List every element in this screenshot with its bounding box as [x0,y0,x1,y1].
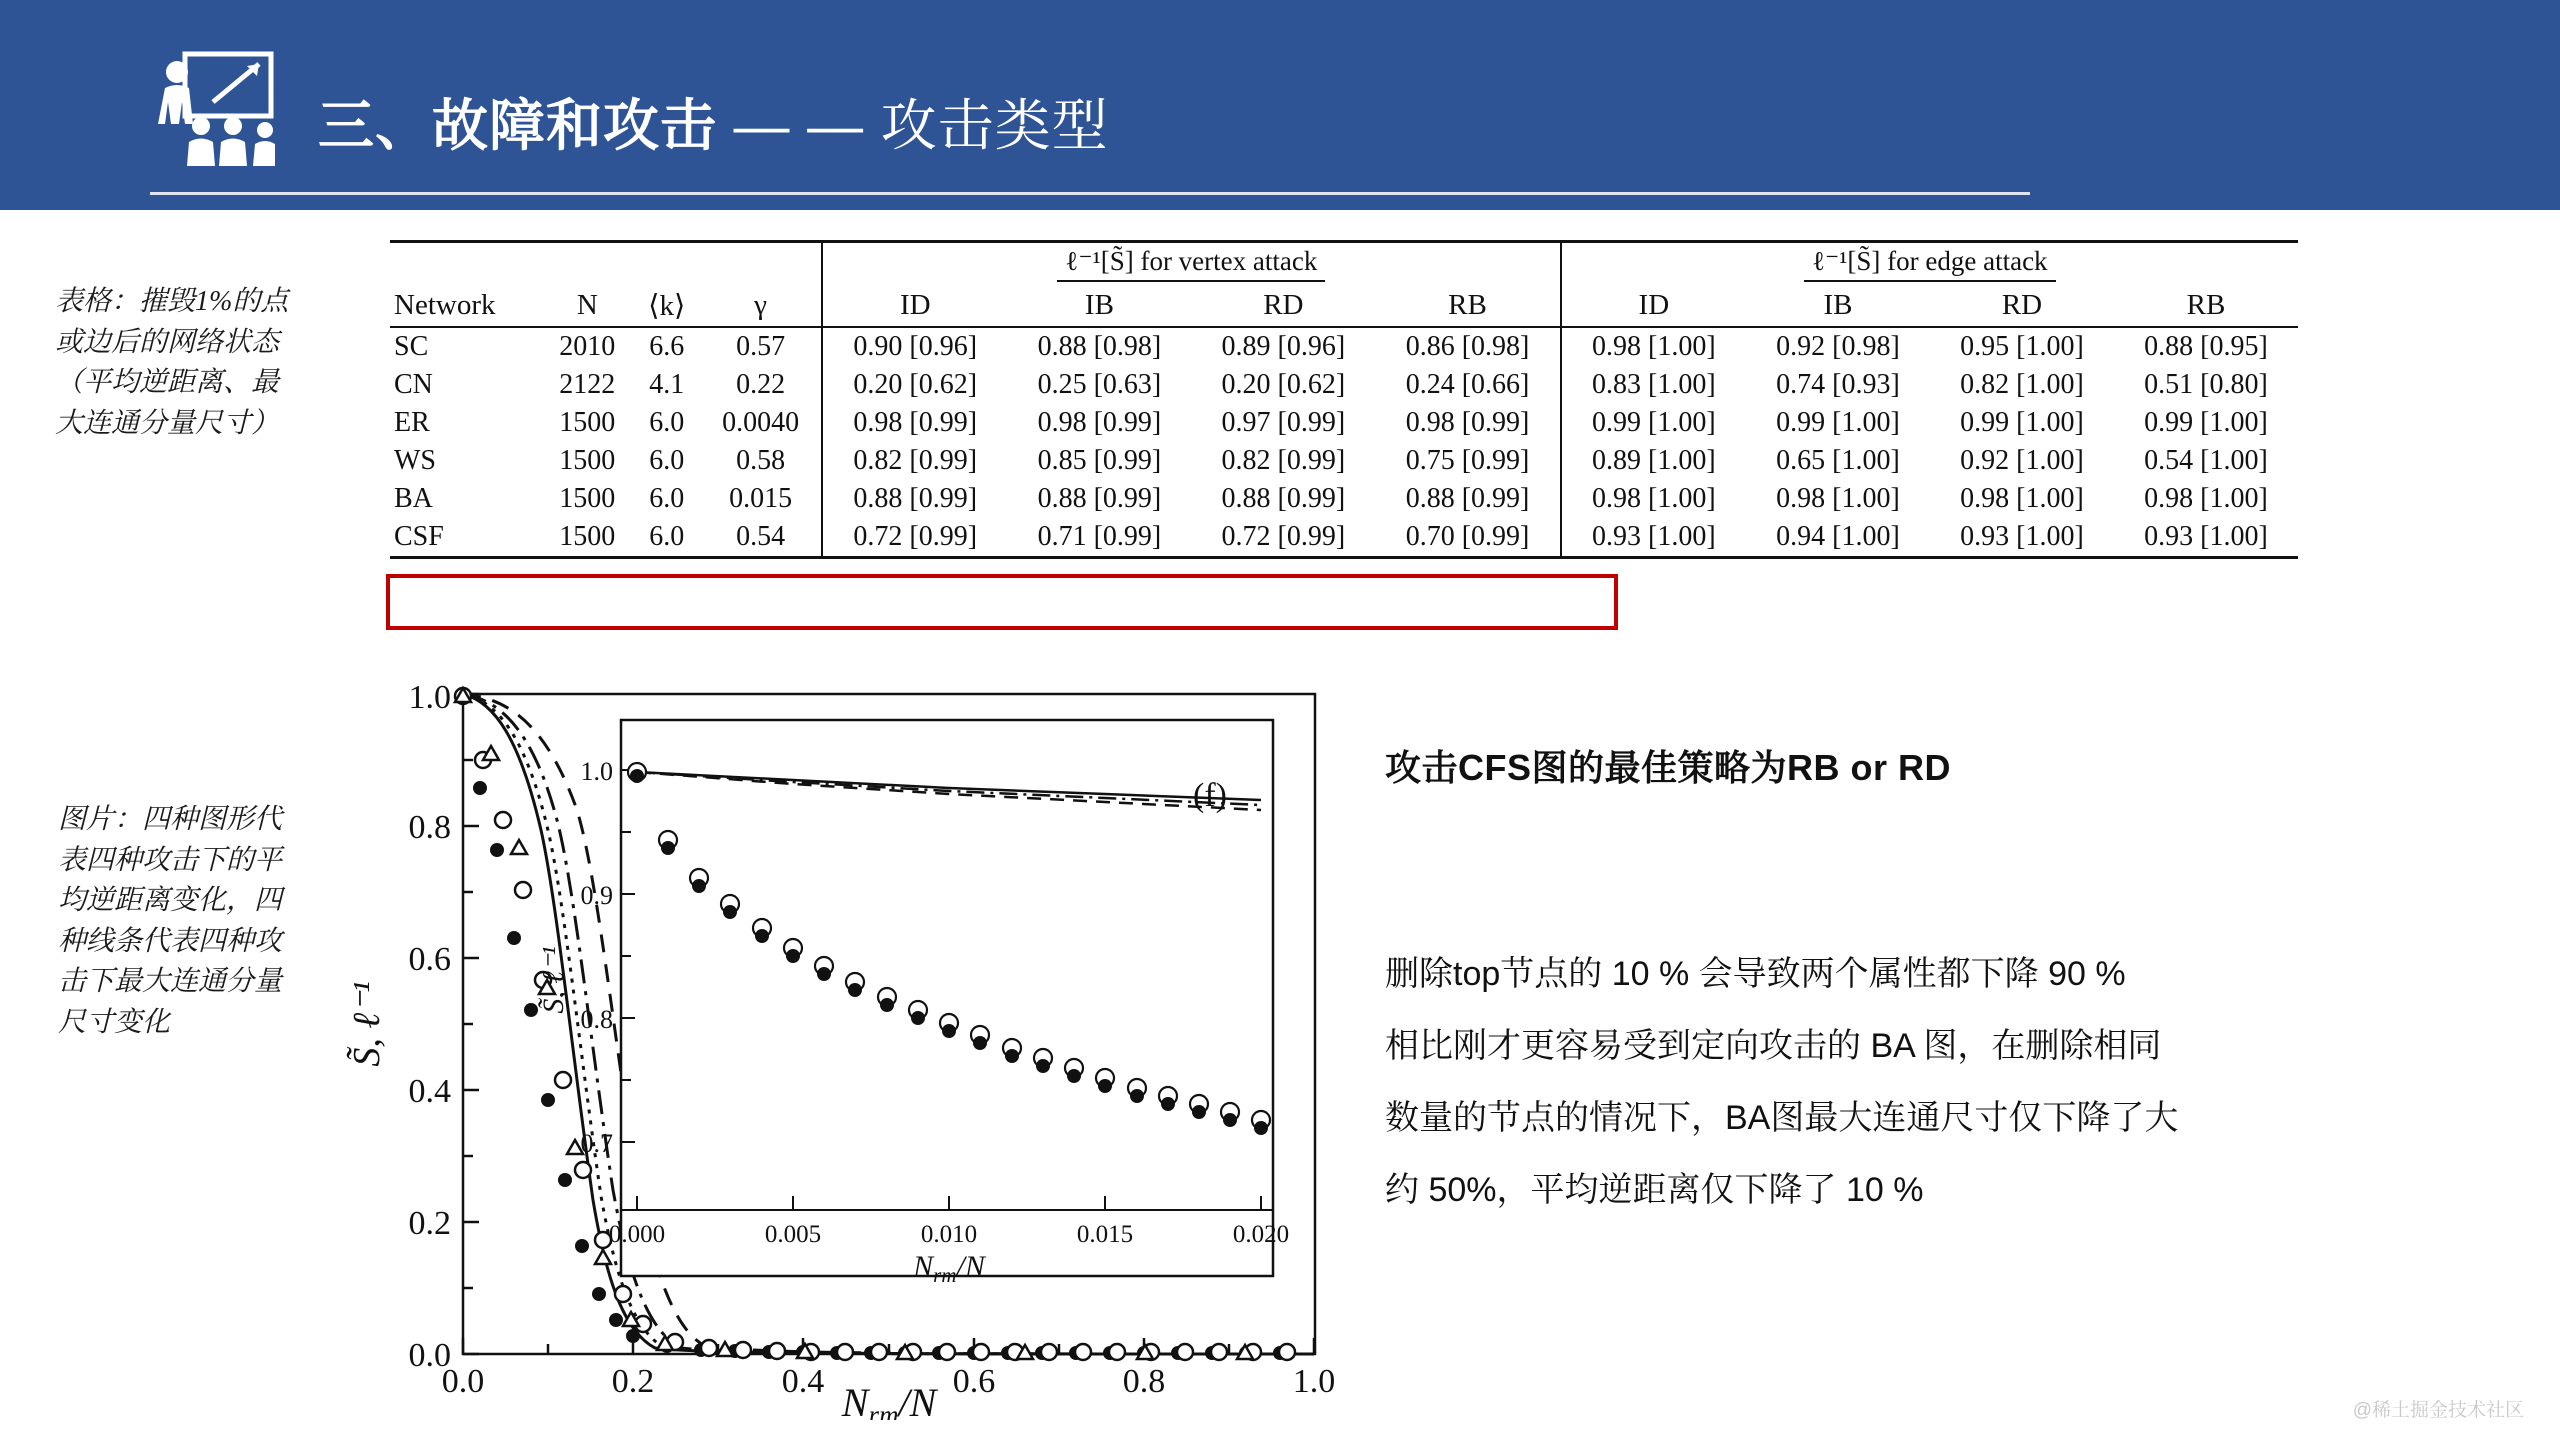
cell-vertex-rb: 0.86 [0.98] [1405,331,1530,362]
cell-gamma: 0.015 [729,483,793,514]
cell-edge-ib: 0.74 [0.93] [1776,369,1900,400]
conclusion-body [1385,940,2505,1228]
cell-network: CSF [390,518,541,558]
cell-edge-rb: 0.51 [0.80] [2144,369,2268,400]
svg-text:0.005: 0.005 [764,1221,822,1248]
presenter-board-icon [155,50,275,168]
cell-edge-ib: 0.65 [1.00] [1776,445,1900,476]
cell-gamma: 0.22 [736,369,786,400]
slide-header [0,0,2560,210]
cell-vertex-rd: 0.82 [0.99] [1221,445,1346,476]
svg-text:0.2: 0.2 [611,1363,655,1400]
svg-text:0.8: 0.8 [408,809,451,846]
cell-k: 6.0 [633,518,700,558]
cell-gamma: 0.54 [700,518,822,558]
col-network: Network [390,285,541,327]
cell-k: 6.0 [649,483,685,514]
results-table [390,240,2298,559]
cell-vertex-rb: 0.24 [0.66] [1405,369,1530,400]
cell-vertex-rd: 0.72 [0.99] [1191,518,1375,558]
cell-edge-rd: 0.95 [1.00] [1960,331,2084,362]
svg-text:0.0: 0.0 [408,1337,451,1374]
cell-vertex-ib: 0.25 [0.63] [1037,369,1162,400]
cell-n: 1500 [559,483,616,514]
svg-text:0.015: 0.015 [1076,1221,1134,1248]
cell-vertex-ib: 0.71 [0.99] [1007,518,1191,558]
svg-text:0.4: 0.4 [408,1073,451,1110]
svg-text:0.6: 0.6 [408,941,451,978]
svg-text:0.010: 0.010 [920,1221,978,1248]
cell-vertex-id: 0.82 [0.99] [822,442,1007,480]
cell-vertex-rb: 0.88 [0.99] [1405,483,1530,514]
table-row [390,404,2298,442]
col-vertex-id: ID [822,285,1007,327]
table-row [390,480,2298,518]
table-row-highlighted [390,518,2298,558]
svg-text:0.2: 0.2 [408,1205,451,1242]
inset-panel [537,720,1289,1287]
svg-text:1.0: 1.0 [1292,1363,1336,1400]
annotation-table: 表格：摧毁1%的点或边后的网络状态（平均逆距离、最大连通分量尺寸） [55,286,289,439]
col-edge-rb: RB [2114,285,2298,327]
cell-n: 2010 [559,331,616,362]
cell-vertex-ib: 0.98 [0.99] [1037,407,1162,438]
table-group-header-row [390,242,2298,286]
conclusion-line: 数量的节点的情况下，BA图最大连通尺寸仅下降了大 [1385,1099,2179,1137]
col-vertex-rd: RD [1191,285,1375,327]
page-title-main: 三、故障和攻击 [318,94,717,157]
inset-xlabel: $N_{rm}/N$ [913,1250,985,1287]
page-title-sub: — — 攻击类型 [717,94,1109,157]
cell-vertex-id: 0.72 [0.99] [822,518,1007,558]
group-header-edge-attack: ℓ⁻¹[S̃] for edge attack [1804,246,2055,282]
conclusion-heading: 攻击CFS图的最佳策略为RB or RD [1385,747,1951,788]
cell-edge-id: 0.98 [1.00] [1561,480,1746,518]
cell-network: BA [394,483,433,514]
cell-edge-id: 0.89 [1.00] [1561,442,1746,480]
col-edge-rd: RD [1930,285,2114,327]
cell-edge-id: 0.99 [1.00] [1561,404,1746,442]
cell-edge-rd: 0.82 [1.00] [1960,369,2084,400]
results-table-container [390,240,2298,559]
table-row [390,366,2298,404]
svg-text:0.4: 0.4 [781,1363,825,1400]
highlight-box-csf-row [386,574,1618,630]
svg-text:S̃, ℓ⁻¹: S̃, ℓ⁻¹ [346,981,388,1067]
cell-k: 4.1 [649,369,685,400]
table-row [390,327,2298,366]
cell-vertex-rb: 0.70 [0.99] [1375,518,1560,558]
col-edge-id: ID [1561,285,1746,327]
cell-network: ER [394,407,430,438]
cell-edge-rd: 0.99 [1.00] [1960,407,2084,438]
cell-edge-rd: 0.92 [1.00] [1960,445,2084,476]
annotation-figure: 图片：四种图形代表四种攻击下的平均逆距离变化，四种线条代表四种攻击下最大连通分量尺寸变化 [58,804,283,1038]
cell-edge-id: 0.83 [1.00] [1561,366,1746,404]
cell-vertex-id: 0.98 [0.99] [822,404,1007,442]
cell-vertex-rd: 0.88 [0.99] [1221,483,1346,514]
col-vertex-ib: IB [1007,285,1191,327]
cell-n: 1500 [559,445,616,476]
cell-k: 6.0 [649,407,685,438]
cell-edge-rb: 0.99 [1.00] [2144,407,2268,438]
cell-edge-rb: 0.54 [1.00] [2144,445,2268,476]
svg-text:1.0: 1.0 [408,680,451,716]
cell-gamma: 0.0040 [722,407,800,438]
conclusion-line: 删除top节点的 10 % 会导致两个属性都下降 90 % [1385,955,2126,993]
cell-network: SC [394,331,429,362]
header-divider [150,192,2030,195]
cell-n: 1500 [559,407,616,438]
cell-k: 6.6 [649,331,685,362]
cell-gamma: 0.58 [736,445,786,476]
svg-text:0.8: 0.8 [580,1005,613,1034]
cell-vertex-ib: 0.85 [0.99] [1037,445,1162,476]
col-gamma: γ [700,285,822,327]
table-column-header-row [390,285,2298,327]
cell-n: 2122 [559,369,616,400]
watermark: @稀土掘金技术社区 [2352,1400,2524,1421]
cell-edge-ib: 0.92 [0.98] [1776,331,1900,362]
cell-edge-rb: 0.88 [0.95] [2144,331,2268,362]
svg-text:0.9: 0.9 [580,881,613,910]
cell-vertex-rd: 0.20 [0.62] [1221,369,1346,400]
svg-text:0.020: 0.020 [1232,1221,1290,1248]
cell-vertex-rd: 0.97 [0.99] [1221,407,1346,438]
svg-text:0.7: 0.7 [580,1129,613,1158]
cell-edge-id: 0.93 [1.00] [1561,518,1746,558]
cell-k: 6.0 [649,445,685,476]
cell-n: 1500 [541,518,633,558]
cell-vertex-ib: 0.88 [0.99] [1037,483,1162,514]
cell-edge-rd: 0.98 [1.00] [1960,483,2084,514]
cell-edge-ib: 0.94 [1.00] [1746,518,1930,558]
col-vertex-rb: RB [1375,285,1560,327]
group-header-vertex-attack: ℓ⁻¹[S̃] for vertex attack [1057,246,1325,282]
table-row [390,442,2298,480]
cell-edge-ib: 0.98 [1.00] [1776,483,1900,514]
cell-network: CN [394,369,433,400]
svg-text:0.8: 0.8 [1122,1363,1166,1400]
svg-text:0.6: 0.6 [952,1363,996,1400]
cell-vertex-id: 0.88 [0.99] [822,480,1007,518]
attack-figure-svg [345,680,1355,1420]
cell-vertex-id: 0.20 [0.62] [822,366,1007,404]
svg-text:1.0: 1.0 [580,757,613,786]
cell-vertex-id: 0.90 [0.96] [822,327,1007,366]
svg-text:0.000: 0.000 [608,1221,666,1248]
col-k: ⟨k⟩ [633,285,700,327]
svg-text:S̃, ℓ⁻¹: S̃, ℓ⁻¹ [537,946,570,1014]
figure-xlabel: $N_{rm}/N$ [841,1380,937,1420]
cell-vertex-rb: 0.75 [0.99] [1405,445,1530,476]
cell-edge-id: 0.98 [1.00] [1561,327,1746,366]
attack-figure [345,680,1355,1420]
conclusion-line: 约 50%，平均逆距离仅下降了 10 % [1385,1171,1924,1209]
cell-vertex-rb: 0.98 [0.99] [1405,407,1530,438]
conclusion-line: 相比刚才更容易受到定向攻击的 BA 图，在删除相同 [1385,1027,2162,1065]
page-title [318,82,1109,162]
col-n: N [541,285,633,327]
cell-gamma: 0.57 [736,331,786,362]
svg-text:0.0: 0.0 [441,1363,485,1400]
cell-vertex-rd: 0.89 [0.96] [1221,331,1346,362]
cell-edge-rd: 0.93 [1.00] [1930,518,2114,558]
cell-edge-ib: 0.99 [1.00] [1776,407,1900,438]
cell-vertex-ib: 0.88 [0.98] [1037,331,1162,362]
cell-edge-rb: 0.93 [1.00] [2114,518,2298,558]
col-edge-ib: IB [1746,285,1930,327]
cell-network: WS [394,445,436,476]
inset-panel-label: (f) [1193,777,1227,814]
cell-edge-rb: 0.98 [1.00] [2144,483,2268,514]
